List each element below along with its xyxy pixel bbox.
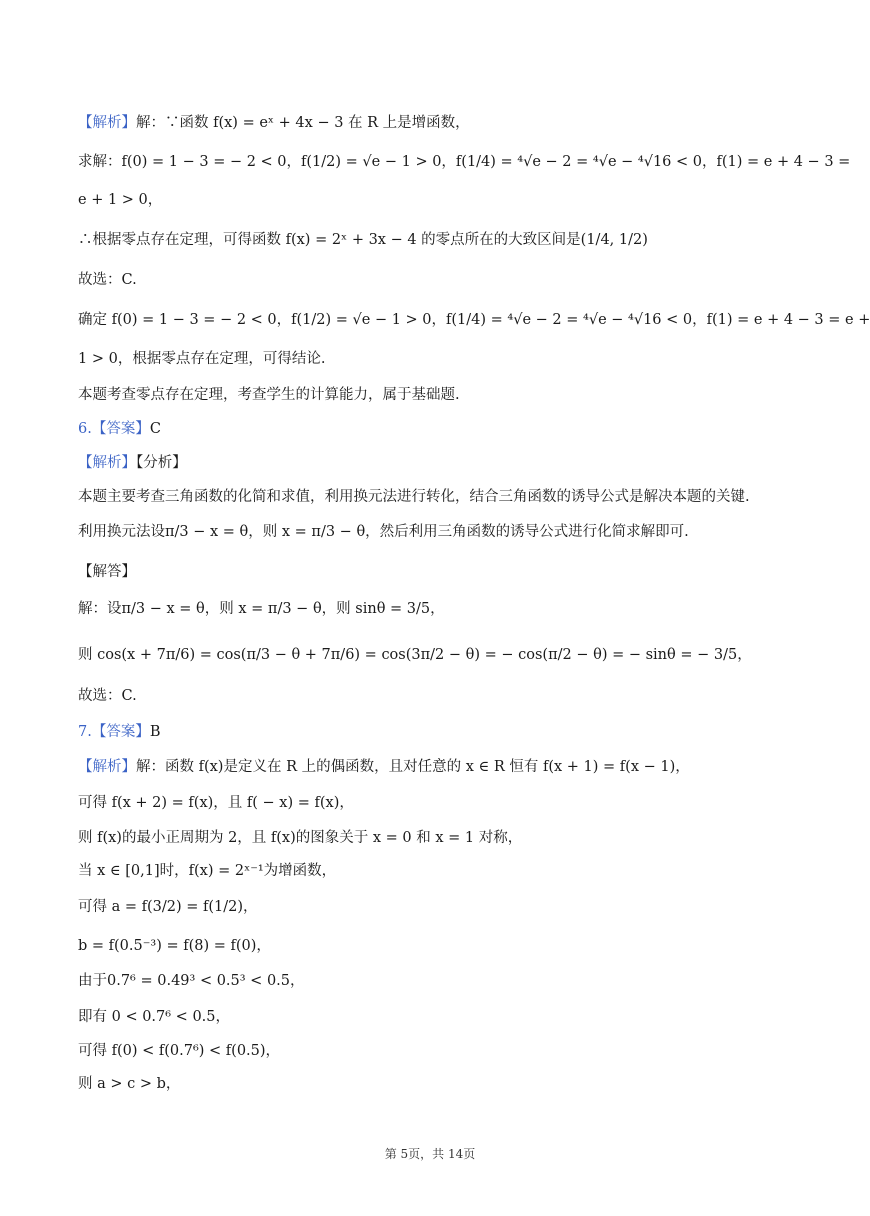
line-text: 本题主要考查三角函数的化简和求值，利用换元法进行转化，结合三角函数的诱导公式是解决本题的关键.	[78, 489, 750, 505]
line-text: 【分析】	[136, 455, 187, 471]
line-text: 即有 0 < 0.7⁶ < 0.5，	[78, 1009, 231, 1025]
line-text: 求解：f(0) = 1 − 3 = − 2 < 0，f(1/2) = √e − 1 > 0，f(1/4) = ⁴√e − 2 = ⁴√e − ⁴√16 < 0，f(1) = e + 4 − 3 =	[78, 154, 851, 170]
text-line	[78, 419, 790, 439]
text-line	[78, 828, 790, 848]
text-line	[78, 453, 790, 473]
line-text: 解：函数 f(x)是定义在 R 上的偶函数，且对任意的 x ∈ R 恒有 f(x + 1) = f(x − 1)，	[136, 759, 690, 775]
text-line	[78, 971, 790, 991]
text-line	[78, 861, 790, 881]
text-line	[78, 349, 790, 369]
line-text: 由于0.7⁶ = 0.49³ < 0.5³ < 0.5，	[78, 973, 305, 989]
section-tag: 【解析】	[78, 759, 136, 775]
text-line	[78, 793, 790, 813]
text-line	[78, 645, 790, 665]
section-tag: 【解析】	[78, 115, 136, 131]
text-line	[78, 522, 790, 542]
line-text: C	[149, 421, 161, 437]
text-line	[78, 599, 790, 619]
text-line	[78, 152, 851, 172]
line-text: 解：设π/3 − x = θ，则 x = π/3 − θ，则 sinθ = 3/5，	[78, 601, 445, 617]
line-text: 可得 f(x + 2) = f(x)，且 f( − x) = f(x)，	[78, 795, 354, 811]
line-text: 本题考查零点存在定理，考查学生的计算能力，属于基础题.	[78, 387, 460, 403]
line-text: 则 a > c > b，	[78, 1076, 181, 1092]
section-tag: 6.【答案】	[78, 421, 150, 437]
text-line	[78, 686, 790, 706]
line-text: 可得 f(0) < f(0.7⁶) < f(0.5)，	[78, 1043, 281, 1059]
line-text: 确定 f(0) = 1 − 3 = − 2 < 0，f(1/2) = √e − 1 > 0，f(1/4) = ⁴√e − 2 = ⁴√e − ⁴√16 < 0，f(1) = e + 4 − 3 = e +	[78, 312, 870, 328]
text-line	[78, 897, 790, 917]
text-line	[78, 757, 790, 777]
section-tag: 7.【答案】	[78, 724, 150, 740]
text-line	[78, 385, 790, 405]
text-line	[78, 113, 790, 133]
text-line	[78, 562, 790, 582]
line-text: 1 > 0，根据零点存在定理，可得结论.	[78, 351, 326, 367]
text-line	[78, 722, 790, 742]
text-line	[78, 270, 790, 290]
text-line	[78, 1007, 790, 1027]
line-text: 【解答】	[78, 564, 136, 580]
text-line	[78, 936, 790, 956]
text-line	[78, 190, 790, 210]
text-line	[78, 230, 790, 250]
line-text: 故选：C.	[78, 688, 137, 704]
line-text: b = f(0.5⁻³) = f(8) = f(0)，	[78, 938, 271, 954]
page-footer: 第 5页，共 14页	[384, 1147, 476, 1161]
section-tag: 【解析】	[78, 455, 136, 471]
line-text: e + 1 > 0，	[78, 192, 163, 208]
text-line	[78, 310, 870, 330]
line-text: B	[149, 724, 161, 740]
text-line	[78, 1074, 790, 1094]
line-text: 利用换元法设π/3 − x = θ，则 x = π/3 − θ，然后利用三角函数的诱导公式进行化简求解即可.	[78, 524, 689, 540]
line-text: 则 cos(x + 7π/6) = cos(π/3 − θ + 7π/6) = cos(3π/2 − θ) = − cos(π/2 − θ) = − sinθ = − 3/5，	[78, 647, 752, 663]
line-text: 故选：C.	[78, 272, 137, 288]
line-text: 当 x ∈ [0,1]时，f(x) = 2ˣ⁻¹为增函数，	[78, 863, 337, 879]
text-line	[78, 487, 790, 507]
line-text: 可得 a = f(3/2) = f(1/2)，	[78, 899, 258, 915]
line-text: ∴根据零点存在定理，可得函数 f(x) = 2ˣ + 3x − 4 的零点所在的大致区间是(1/4, 1/2)	[78, 232, 648, 248]
text-line	[78, 1041, 790, 1061]
line-text: 解：∵函数 f(x) = eˣ + 4x − 3 在 R 上是增函数，	[136, 115, 470, 131]
line-text: 则 f(x)的最小正周期为 2，且 f(x)的图象关于 x = 0 和 x = 1 对称，	[78, 830, 523, 846]
